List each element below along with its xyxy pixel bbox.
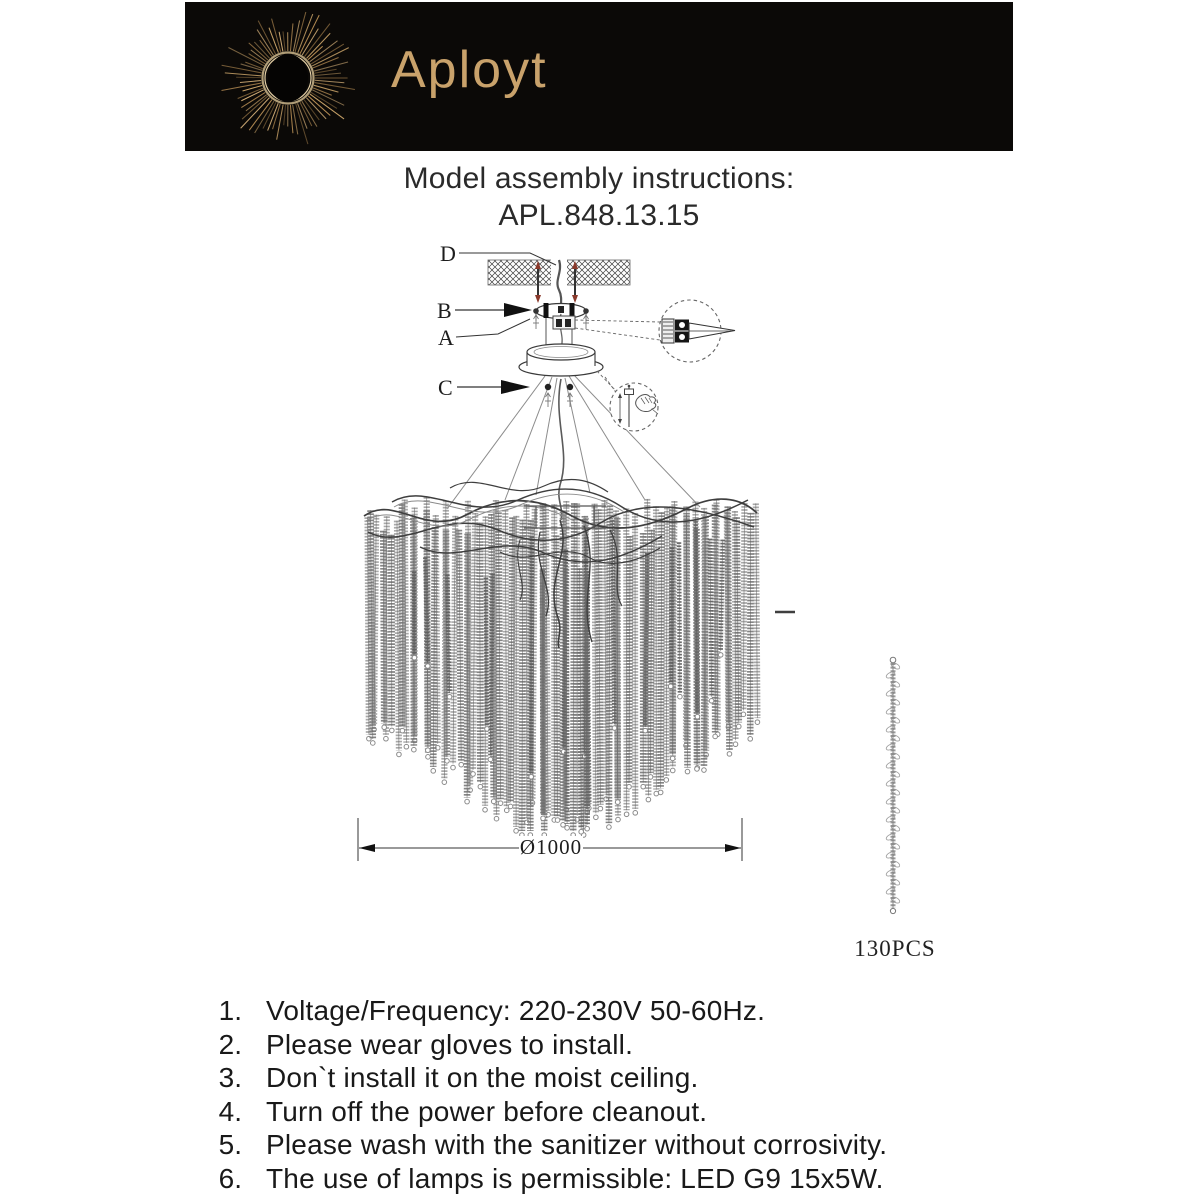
instruction-item	[204, 1061, 887, 1095]
hand-icon	[636, 395, 656, 412]
instruction-item	[204, 1128, 887, 1162]
item-number: 1.	[218, 995, 242, 1026]
item-number: 6.	[218, 1162, 242, 1194]
item-text: Turn off the power before cleanout.	[266, 1095, 708, 1127]
instruction-item	[204, 1162, 887, 1196]
canopy	[519, 344, 603, 376]
item-text: Please wear gloves to install.	[266, 1028, 634, 1060]
item-text: Don`t install it on the moist ceiling.	[266, 1062, 699, 1093]
brand-banner	[185, 2, 1013, 151]
instructions-list	[204, 994, 887, 1195]
item-text: The use of lamps is permissible: LED G9 15x5W.	[266, 1162, 884, 1194]
page-title: Model assembly instructions:	[403, 162, 795, 195]
brand-name: Aployt	[391, 41, 548, 99]
connector-detail	[575, 300, 735, 362]
dimension-line	[358, 818, 742, 861]
label-a: A	[438, 325, 454, 350]
crystal-strand-sample	[885, 657, 900, 913]
instruction-item	[204, 1095, 887, 1129]
starburst-logo-icon	[213, 2, 363, 151]
pcs-label: 130PCS	[854, 936, 936, 961]
item-number: 3.	[218, 1062, 242, 1093]
instruction-item	[204, 1028, 887, 1062]
mounting-plate	[533, 303, 589, 348]
cable-adjuster-detail	[597, 371, 658, 431]
label-d: D	[440, 241, 456, 266]
instruction-item	[204, 994, 887, 1028]
item-number: 2.	[218, 1028, 242, 1060]
item-number: 5.	[218, 1129, 242, 1160]
diameter-label: Ø1000	[519, 835, 583, 859]
title-block	[185, 160, 1013, 234]
item-number: 4.	[218, 1095, 242, 1127]
decorative-rays-icon	[538, 2, 1013, 151]
assembly-diagram	[330, 235, 810, 880]
crystal-strands	[367, 497, 760, 837]
item-text: Voltage/Frequency: 220-230V 50-60Hz.	[266, 995, 766, 1026]
model-number: APL.848.13.15	[498, 199, 700, 232]
item-text: Please wash with the sanitizer without corrosivity.	[266, 1129, 888, 1160]
label-c: C	[438, 375, 453, 400]
label-b: B	[437, 298, 452, 323]
suspension-cables	[447, 374, 700, 520]
single-strand-diagram	[845, 645, 945, 935]
